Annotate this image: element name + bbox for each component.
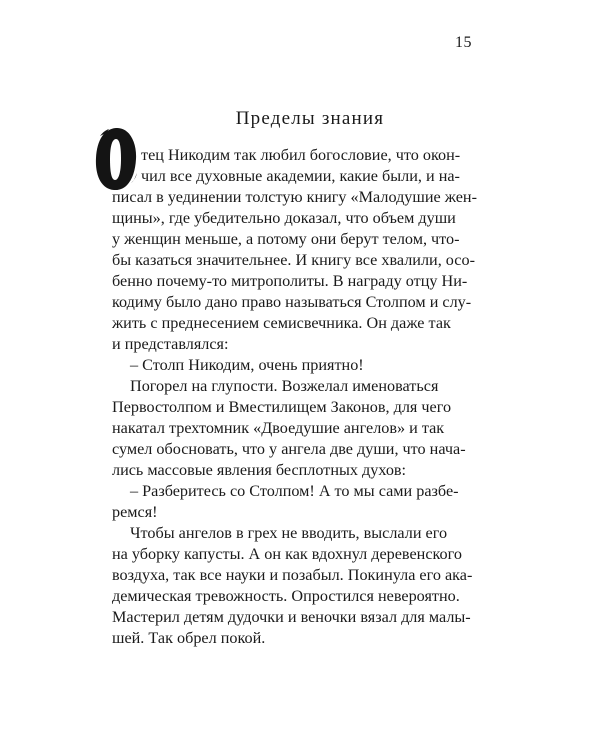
- text-line: – Разберитесь со Столпом! А то мы сами разбе-: [130, 482, 459, 500]
- text-line: ремся!: [112, 503, 158, 521]
- text-line: демическая тревожность. Опростился невероятно.: [112, 587, 460, 605]
- text-line: писал в уединении толстую книгу «Малодушие жен-: [112, 188, 477, 206]
- text-line: воздуха, так все науки и позабыл. Покинула его ака-: [112, 566, 473, 584]
- page-number: 15: [455, 34, 472, 51]
- text-line: Погорел на глупости. Возжелал именоваться: [130, 377, 439, 395]
- text-line: – Столп Никодим, очень приятно!: [130, 356, 364, 374]
- text-line: чил все духовные академии, какие были, и на-: [141, 167, 460, 185]
- text-line: Мастерил детям дудочки и веночки вязал для малы-: [112, 608, 471, 626]
- text-line: накатал трехтомник «Двоедушие ангелов» и так: [112, 419, 445, 437]
- text-line: у женщин меньше, а потому они берут телом, что-: [112, 230, 460, 248]
- drop-cap-letter-o: [94, 126, 138, 192]
- text-line: и представлялся:: [112, 335, 229, 353]
- text-line: лись массовые явления бесплотных духов:: [112, 461, 407, 479]
- text-line: шей. Так обрел покой.: [112, 629, 266, 647]
- text-line: жить с преднесением семисвечника. Он даже так: [112, 314, 451, 332]
- text-line: сумел обосновать, что у ангела две души, что нача-: [112, 440, 466, 458]
- text-line: Чтобы ангелов в грех не вводить, выслали его: [130, 524, 448, 542]
- text-line: бы казаться значительнее. И книгу все хвалили, осо-: [112, 251, 475, 269]
- chapter-title: Пределы знания: [235, 108, 385, 129]
- text-line: щины», где убедительно доказал, что объем души: [112, 209, 456, 227]
- text-line: кодиму было дано право называться Столпом и слу-: [112, 293, 472, 311]
- text-line: Первостолпом и Вместилищем Законов, для чего: [112, 398, 452, 416]
- text-line: тец Никодим так любил богословие, что окон-: [141, 146, 461, 164]
- text-line: на уборку капусты. А он как вдохнул деревенского: [112, 545, 462, 563]
- text-line: бенно почему-то митрополиты. В награду отцу Ни-: [112, 272, 468, 290]
